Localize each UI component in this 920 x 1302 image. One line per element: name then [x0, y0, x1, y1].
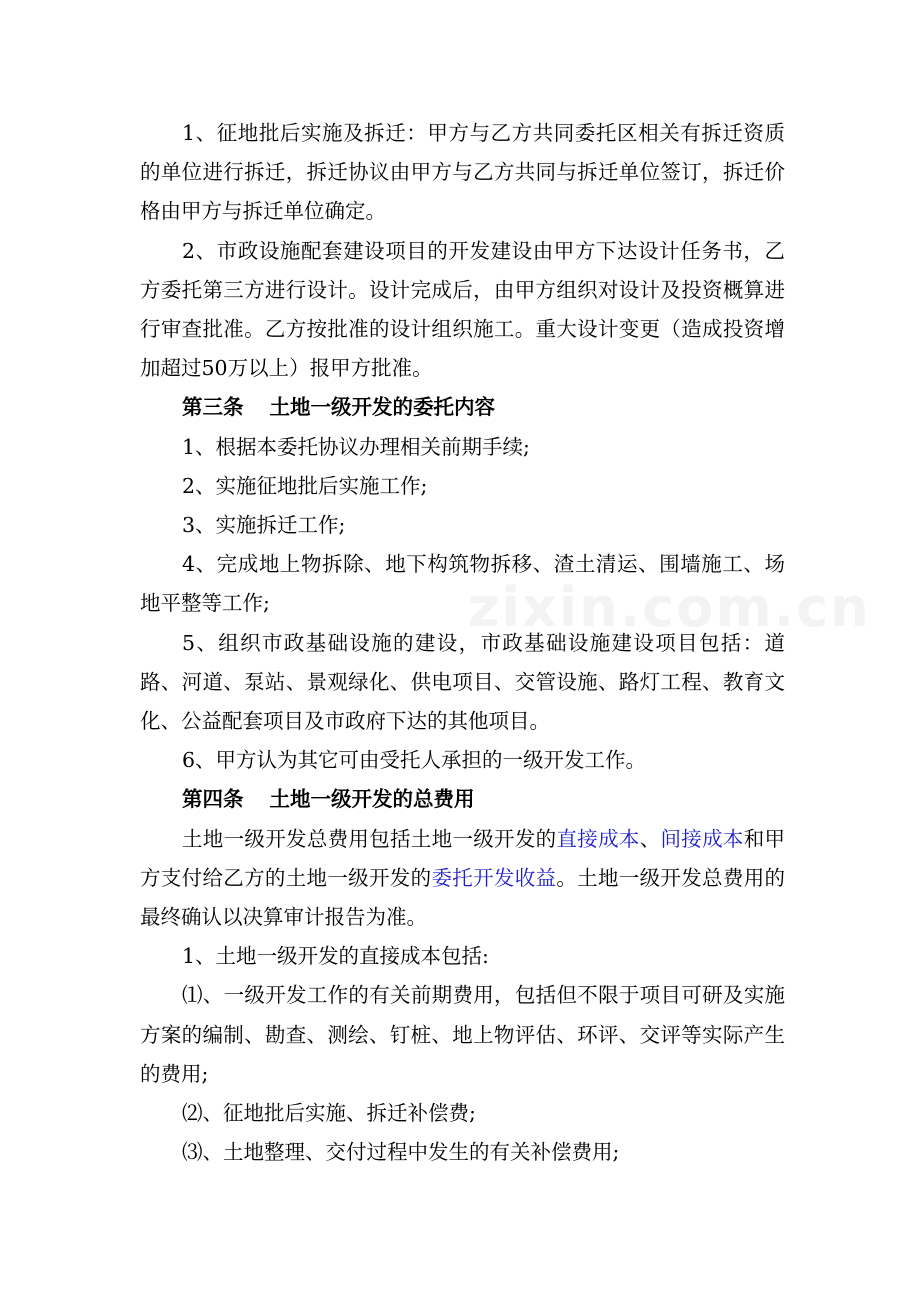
- watermark: zixin.com.cn: [468, 576, 871, 639]
- direct-cost-link[interactable]: 直接成本: [556, 826, 640, 851]
- article-4-heading: [140, 780, 785, 819]
- intro-text: 。土地一级开发总费用的最终确认以决算审计报告为准。: [140, 865, 786, 930]
- article-3-item: 3、实施拆迁工作;: [182, 513, 346, 538]
- intro-text: 土地一级开发总费用包括土地一级开发的: [182, 826, 557, 851]
- article-4-intro: [140, 820, 785, 938]
- indirect-cost-link[interactable]: 间接成本: [660, 826, 744, 851]
- article-4-item: 1、土地一级开发的直接成本包括:: [182, 944, 489, 969]
- paragraph-municipal-design: 2、市政设施配套建设项目的开发建设由甲方下达设计任务书，乙方委托第三方进行设计。设计完成后，由甲方组织对设计及投资概算进行审查批准。乙方按批准的设计组织施工。重大设计变更（造成投资增加超过50万以上）报甲方批准。: [140, 238, 785, 381]
- article-3-number: 第三条: [182, 395, 244, 420]
- intro-separator: 、: [639, 826, 661, 851]
- article-4-title: 土地一级开发的总费用: [269, 787, 475, 812]
- article-4-number: 第四条: [182, 787, 244, 812]
- article-3-item: 1、根据本委托协议办理相关前期手续;: [182, 434, 530, 459]
- article-4-item: ⑵、征地批后实施、拆迁补偿费;: [182, 1101, 476, 1126]
- article-3-item: 5、组织市政基础设施的建设，市政基础设施建设项目包括：道路、河道、泵站、景观绿化、供电项目、交管设施、路灯工程、教育文化、公益配套项目及市政府下达的其他项目。: [140, 630, 785, 734]
- development-income-link[interactable]: 委托开发收益: [431, 865, 557, 890]
- intro-text: 和甲方支付给乙方的土地一级开发的: [140, 826, 786, 890]
- article-4-item: ⑶、土地整理、交付过程中发生的有关补偿费用;: [182, 1140, 620, 1165]
- article-4-item: ⑴、一级开发工作的有关前期费用，包括但不限于项目可研及实施方案的编制、勘查、测绘、钉桩、地上物评估、环评、交评等实际产生的费用;: [140, 983, 785, 1086]
- article-3-item: 4、完成地上物拆除、地下构筑物拆移、渣土清运、围墙施工、场地平整等工作;: [140, 552, 785, 616]
- paragraph-demolition: 1、征地批后实施及拆迁：甲方与乙方共同委托区相关有拆迁资质的单位进行拆迁，拆迁协议由甲方与乙方共同与拆迁单位签订，拆迁价格由甲方与拆迁单位确定。: [140, 121, 785, 224]
- article-3-item: 6、甲方认为其它可由受托人承担的一级开发工作。: [182, 748, 647, 773]
- document-body: [140, 114, 785, 1172]
- article-3-title: 土地一级开发的委托内容: [269, 395, 495, 420]
- article-3-item: 2、实施征地批后实施工作;: [182, 473, 428, 498]
- article-3-heading: [140, 388, 785, 427]
